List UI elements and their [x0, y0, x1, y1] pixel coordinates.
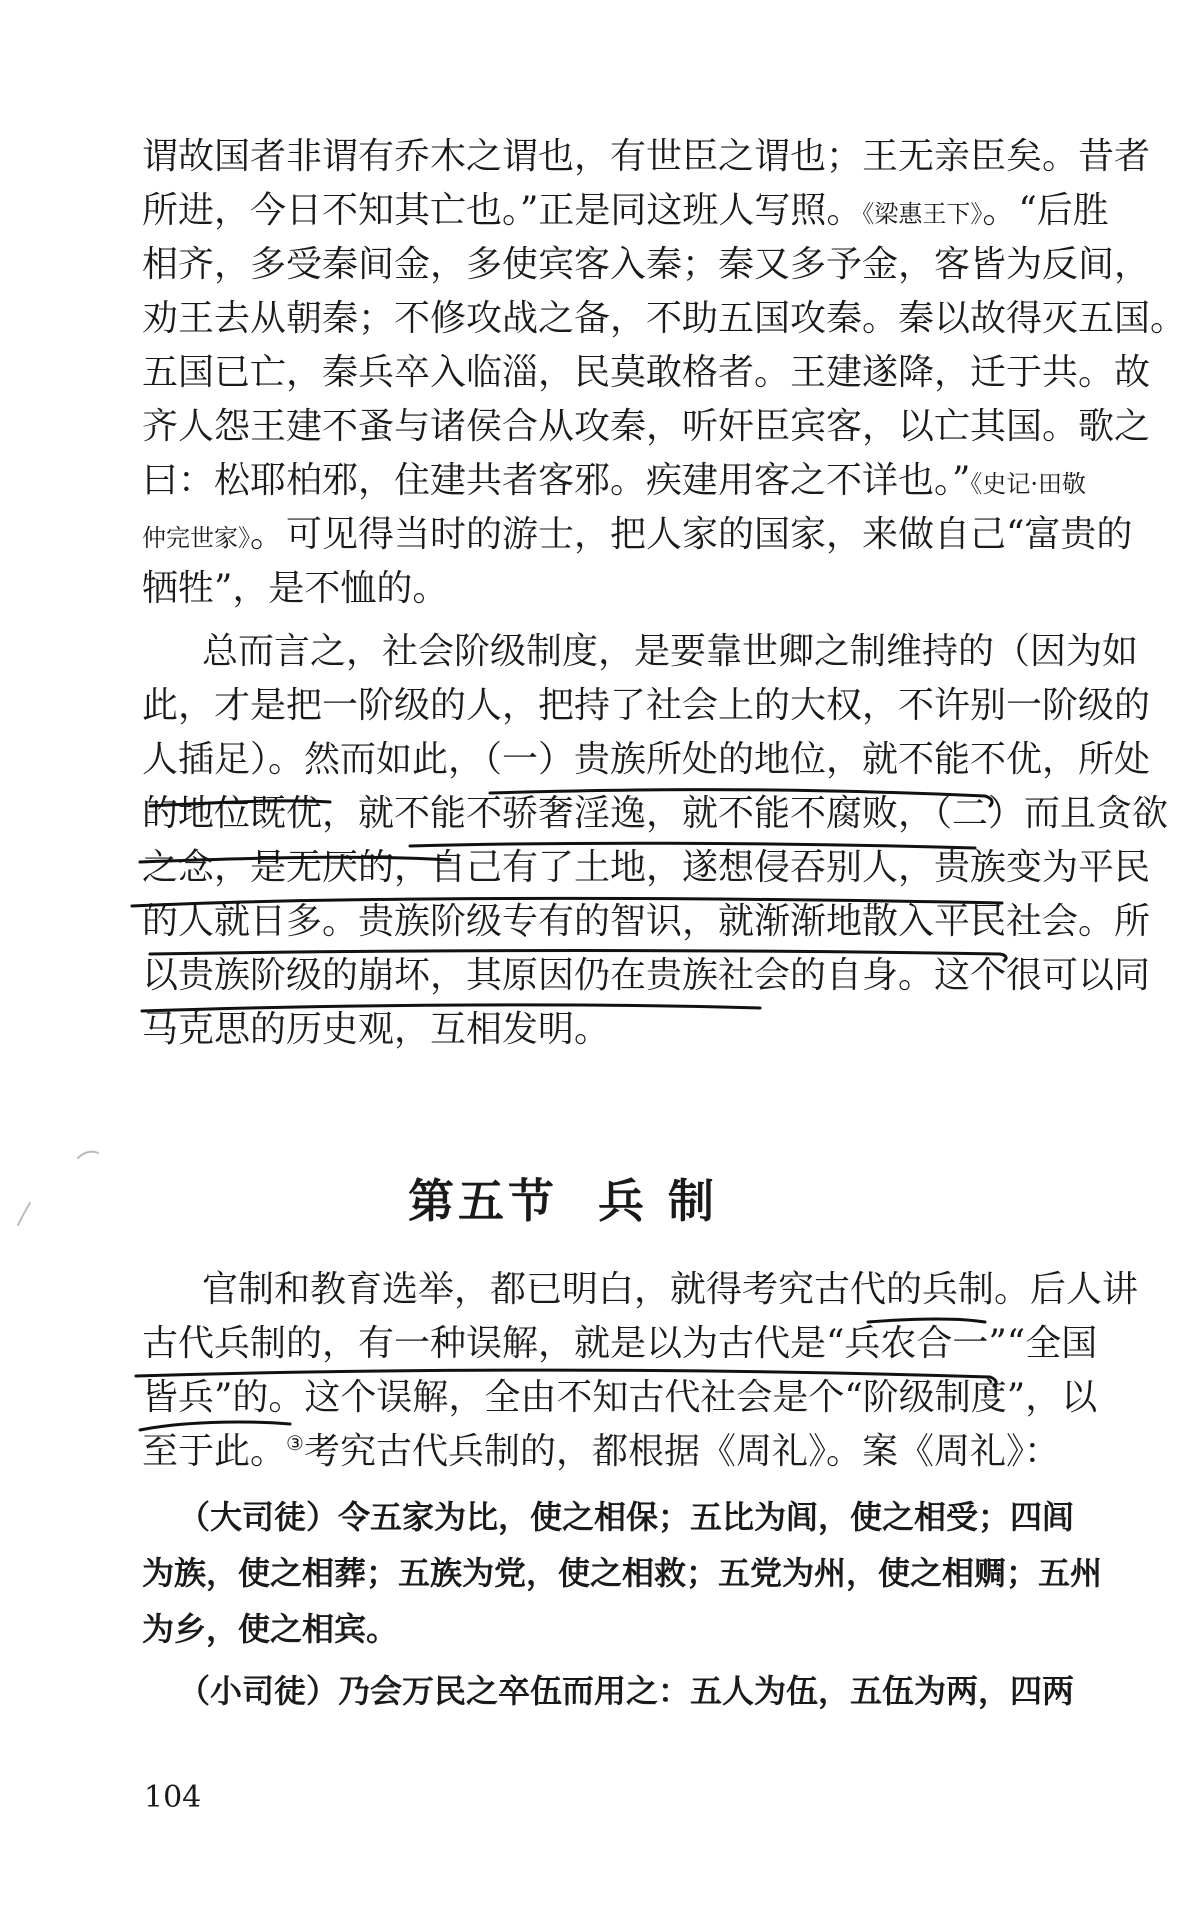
text-line: 相齐，多受秦间金，多使宾客入秦；秦又多予金，客皆为反间， [142, 244, 1151, 285]
text-line: 五国已亡，秦兵卒入临淄，民莫敢格者。王建遂降，迁于共。故 [142, 352, 1151, 393]
text-line: 劝王去从朝秦；不修攻战之备，不助五国攻秦。秦以故得灭五国。 [142, 298, 1186, 339]
text-line: 官制和教育选举，都已明白，就得考究古代的兵制。后人讲 [202, 1269, 1139, 1310]
text-line: 此，才是把一阶级的人，把持了社会上的大权，不许别一阶级的 [142, 685, 1151, 726]
text-line: 的人就日多。贵族阶级专有的智识，就渐渐地散入平民社会。所 [142, 901, 1151, 942]
text-line: 谓故国者非谓有乔木之谓也，有世臣之谓也；王无亲臣矣。昔者 [142, 136, 1151, 177]
quote-line: （大司徒）令五家为比，使之相保；五比为闾，使之相受；四闾 [178, 1498, 1075, 1536]
citation-note: 仲完世家》 [142, 524, 250, 552]
footnote-marker: ③ [286, 1431, 304, 1455]
text-line: 牺牲”，是不恤的。 [142, 568, 449, 609]
stray-mark [78, 1152, 98, 1158]
text-line: 马克思的历史观，互相发明。 [142, 1009, 611, 1050]
text-line: 之念，是无厌的，自己有了土地，遂想侵吞别人，贵族变为平民 [142, 847, 1151, 888]
text-line: 曰：松耶柏邪，住建共者客邪。疾建用客之不详也。”《史记·田敬 [142, 460, 1087, 501]
text-line: 人插足）。然而如此，（一）贵族所处的地位，就不能不优，所处 [142, 739, 1151, 780]
citation-note: 《史记·田敬 [970, 470, 1087, 498]
section-title: 第五节 兵 制 [407, 1174, 718, 1228]
quote-line: 为乡，使之相宾。 [142, 1610, 399, 1648]
text-line: 皆兵”的。这个误解，全由不知古代社会是个“阶级制度”，以 [142, 1377, 1098, 1418]
citation-note: 《梁惠王下》 [862, 200, 983, 228]
text-line: 仲完世家》。可见得当时的游士，把人家的国家，来做自己“富贵的 [142, 514, 1133, 555]
text-line: 至于此。③考究古代兵制的，都根据《周礼》。案《周礼》： [142, 1431, 1060, 1472]
text-line: 齐人怨王建不蚤与诸侯合从攻秦，听奸臣宾客，以亡其国。歌之 [142, 406, 1151, 447]
quote-line: 为族，使之相葬；五族为党，使之相救；五党为州，使之相赒；五州 [142, 1554, 1103, 1592]
text-line: 以贵族阶级的崩坏，其原因仍在贵族社会的自身。这个很可以同 [142, 955, 1151, 996]
quote-line: （小司徒）乃会万民之卒伍而用之：五人为伍，五伍为两，四两 [178, 1672, 1075, 1710]
text-line: 所进，今日不知其亡也。”正是同这班人写照。《梁惠王下》。“后胜 [142, 190, 1109, 231]
page-number: 104 [144, 1780, 202, 1815]
text-line: 总而言之，社会阶级制度，是要靠世卿之制维持的（因为如 [202, 631, 1139, 672]
stray-mark [18, 1203, 30, 1225]
text-line: 的地位既优，就不能不骄奢淫逸，就不能不腐败，（二）而且贪欲 [142, 793, 1169, 834]
text-line: 古代兵制的，有一种误解，就是以为古代是“兵农合一”“全国 [142, 1323, 1098, 1364]
